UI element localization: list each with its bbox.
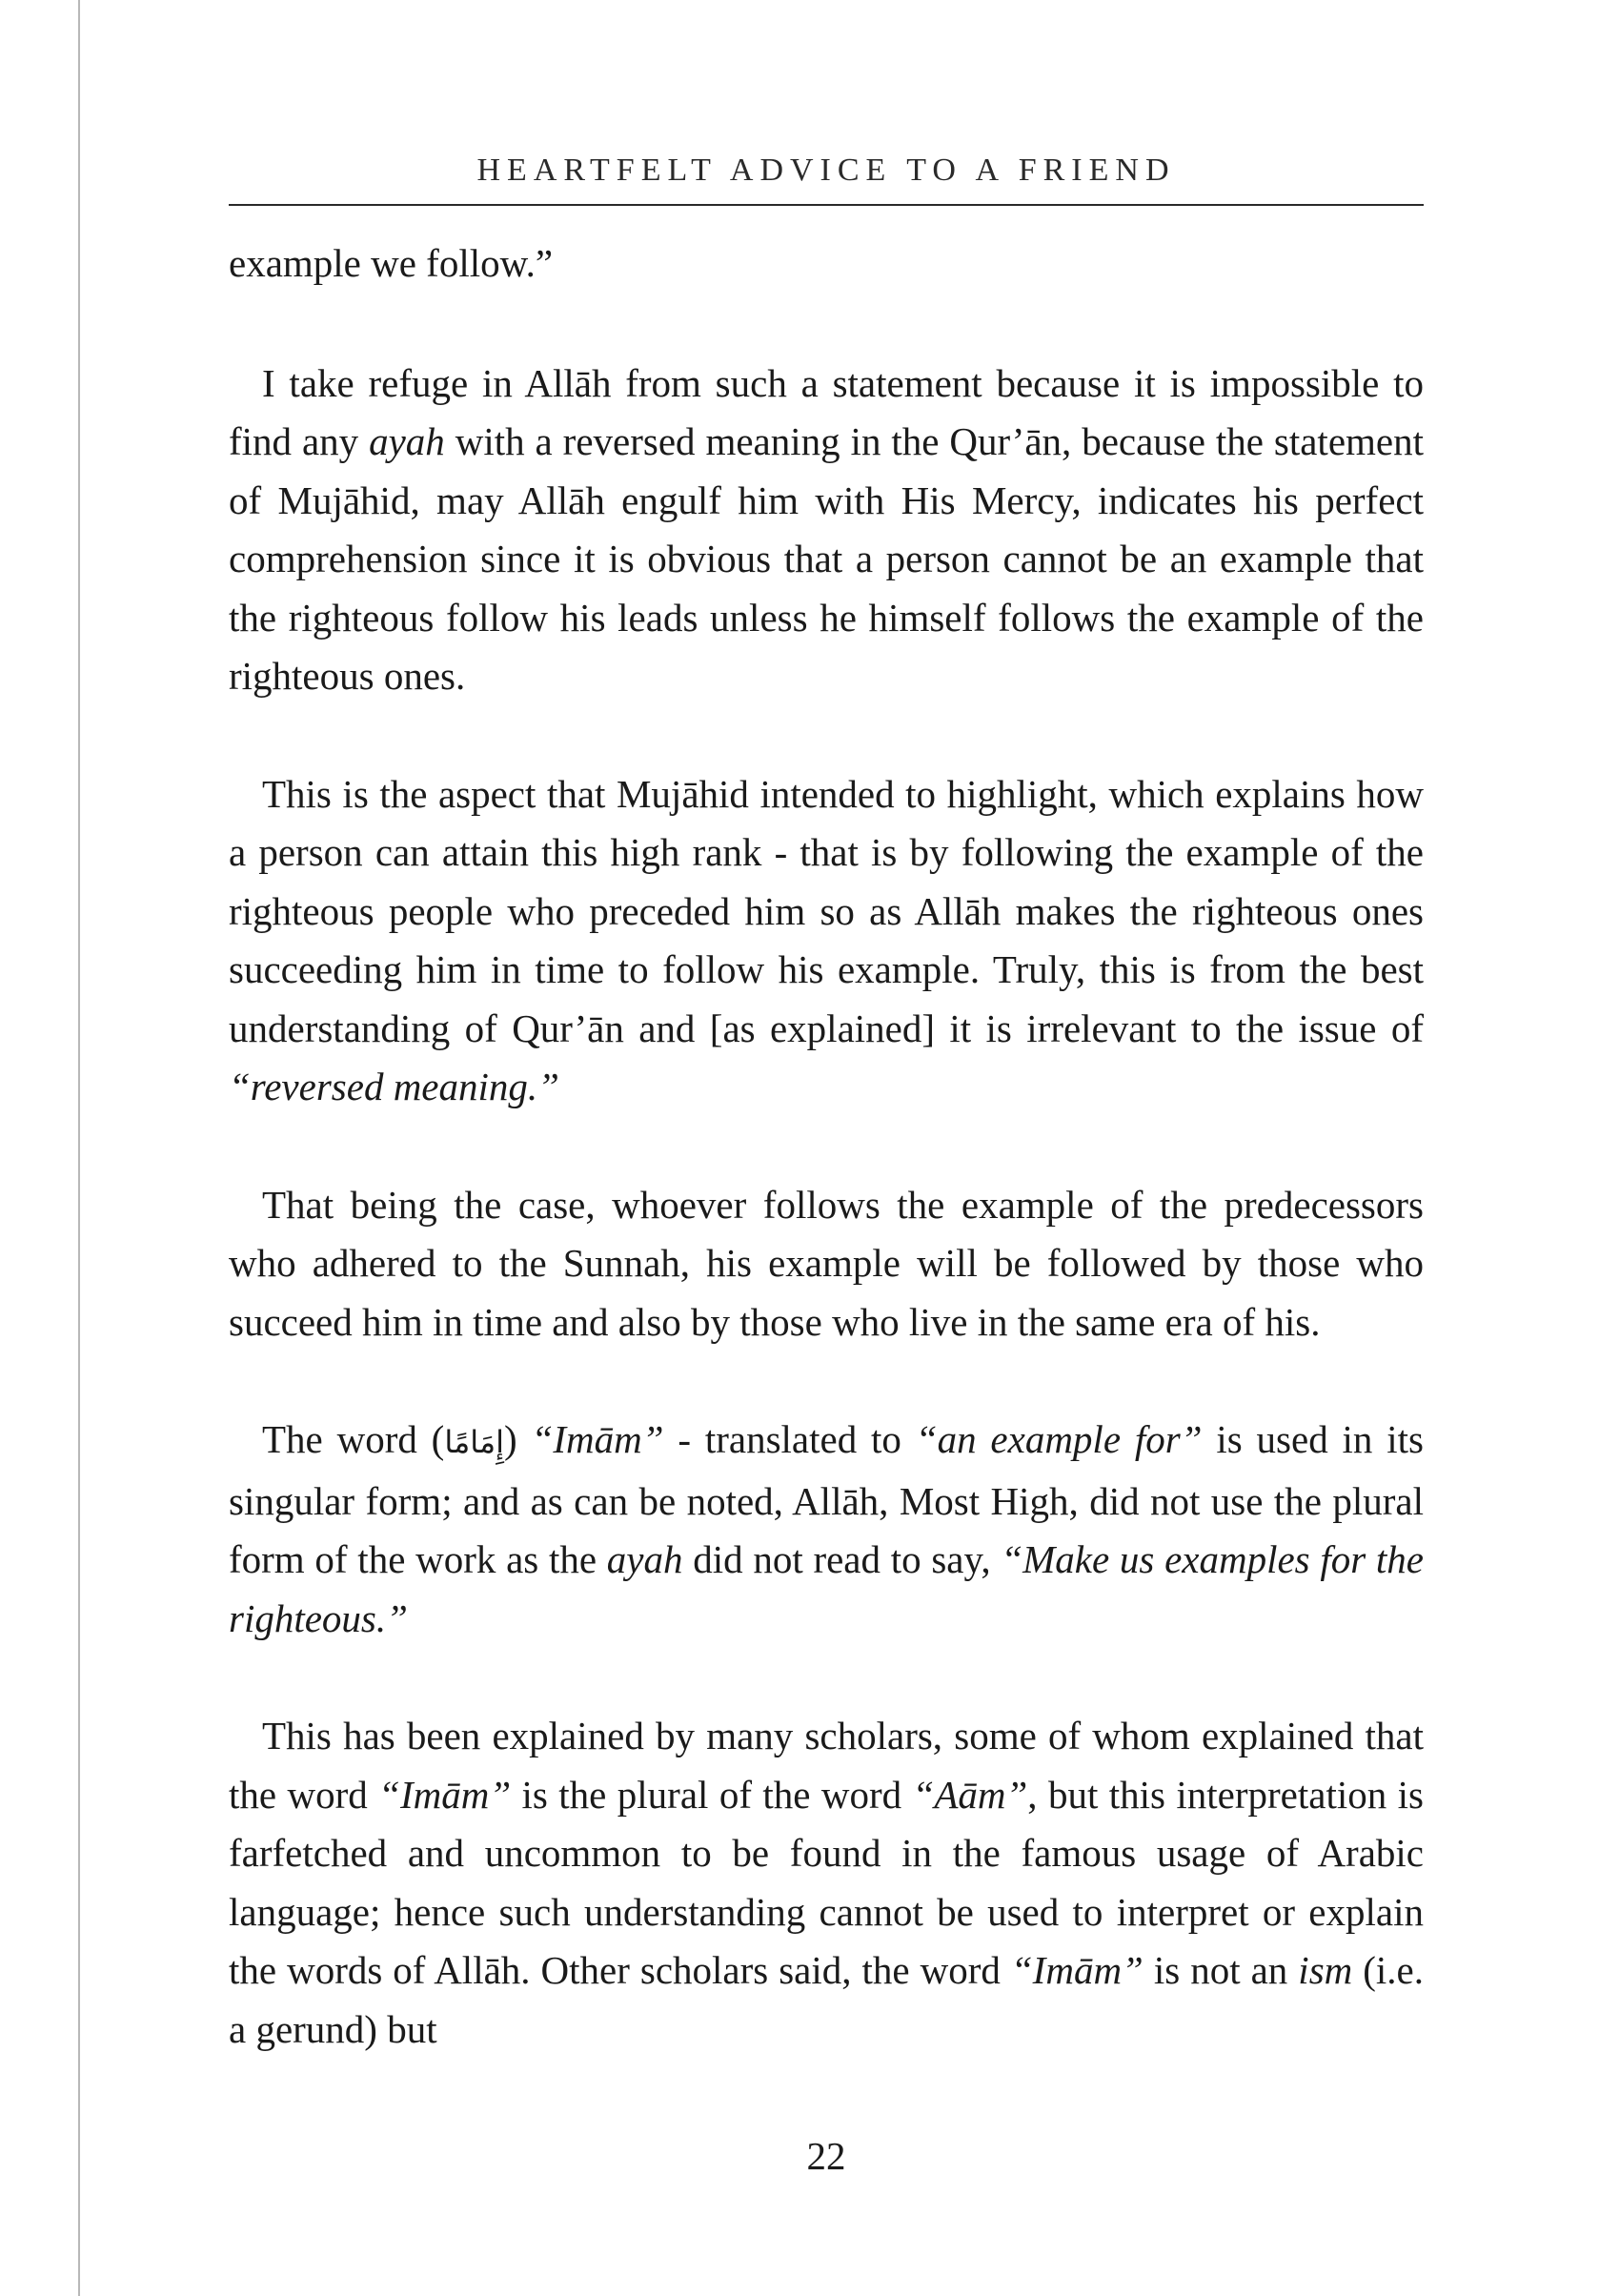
text-span: (i.e. a gerund) but [229, 1948, 1425, 2051]
text-span: with a reversed meaning in the Qur’ān, because the statement of Mujāhid, may Allāh engulf him with His Mercy, indicates his perfect comprehension since it is obvious that a person cannot be an example that the righteous follow his leads unless he himself follows the example of the righteous ones. [229, 419, 1424, 698]
text-span: did not read to say, [682, 1537, 1002, 1581]
header-rule [229, 204, 1424, 206]
paragraph-word-imam [229, 1411, 1424, 1648]
italic-term: ayah [606, 1537, 683, 1581]
italic-term: “Aām” [912, 1772, 1028, 1817]
italic-quote: “an example for” [915, 1417, 1203, 1461]
text-span: I take refuge in Allāh from such a statement because it is impossible to find any [229, 360, 1424, 463]
italic-term: ayah [369, 419, 445, 463]
running-header: HEARTFELT ADVICE TO A FRIEND [476, 152, 1176, 188]
text-span: ) [504, 1417, 532, 1461]
text-span: is not an [1143, 1948, 1299, 1992]
arabic-word: إِمَامًا [444, 1424, 505, 1460]
text-span: - translated to [663, 1417, 916, 1461]
paragraph-refuge [229, 355, 1424, 706]
page-body [229, 234, 1424, 2118]
italic-term: “Imām” [378, 1772, 512, 1817]
text-span: is the plural of the word [511, 1772, 913, 1817]
paragraph-scholars [229, 1707, 1424, 2059]
italic-term: “Imām” [531, 1417, 664, 1461]
page-number: 22 [806, 2134, 846, 2178]
text-span: , but this interpretation is farfetched and uncommon to be found in the famous usage of Arabic language; hence such understanding cannot be used to interpret or explain the words of Allāh. Other scholars said, the word [229, 1772, 1424, 1992]
italic-quote: “reversed meaning.” [229, 1065, 559, 1108]
paragraph-continuation: example we follow.” [229, 241, 554, 285]
italic-quote: “Make us examples for the righteous.” [229, 1537, 1424, 1640]
binding-edge [78, 0, 80, 2296]
italic-term: ism [1298, 1948, 1353, 1992]
text-span: This has been explained by many scholars, some of whom explained that the word [229, 1714, 1424, 1817]
italic-term: “Imām” [1010, 1948, 1144, 1992]
text-span: The word ( [262, 1417, 445, 1461]
text-span: This is the aspect that Mujāhid intended to highlight, which explains how a person can attain this high rank - that is by following the example of the righteous people who preceded him so as Allāh makes the righteous ones succeeding him in time to follow his example. Truly, this is from the best understanding of Qur’ān and [as explained] it is irrelevant to the issue of [229, 771, 1424, 1050]
paragraph-predecessors: That being the case, whoever follows the example of the predecessors who adhered to the Sunnah, his example will be followed by those who succeed him in time and also by those who live in the same era of his. [229, 1182, 1424, 1344]
text-span: is used in its singular form; and as can be noted, Allāh, Most High, did not use the plural form of the work as the [229, 1417, 1425, 1581]
paragraph-aspect [229, 765, 1424, 1117]
